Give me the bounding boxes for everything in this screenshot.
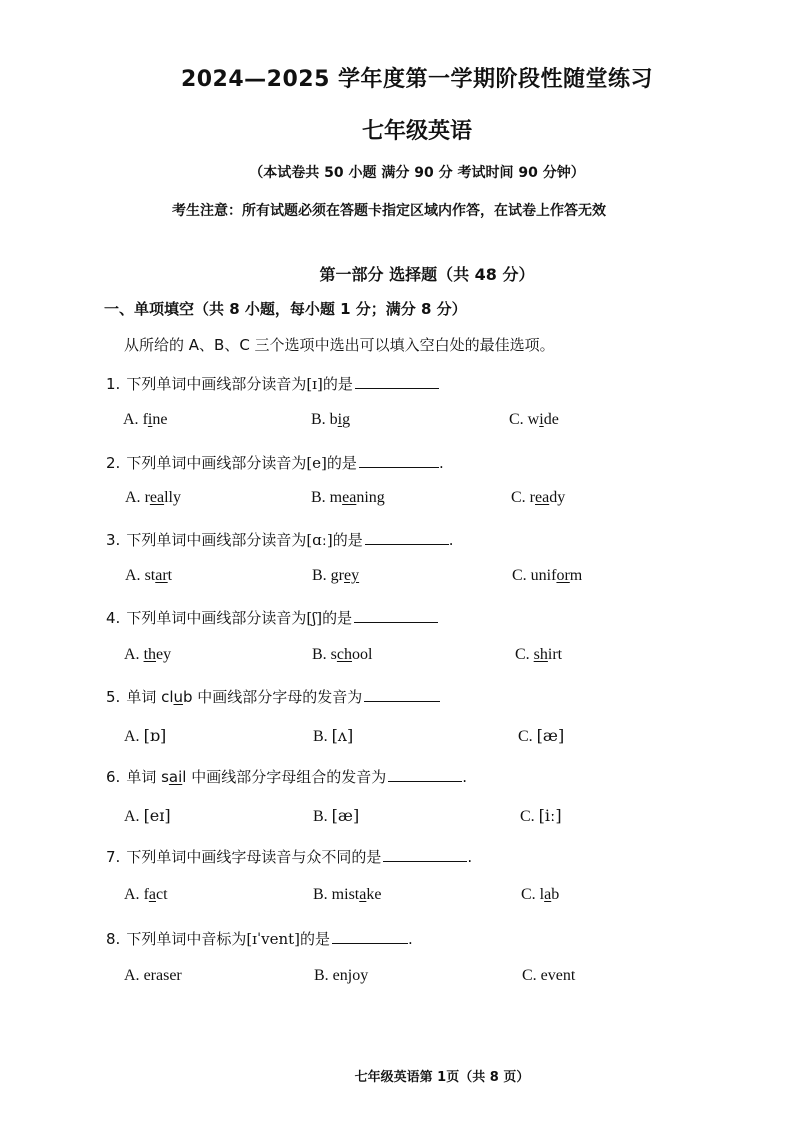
option-a[interactable] xyxy=(124,886,168,904)
option-b[interactable] xyxy=(311,411,350,429)
question-5 xyxy=(106,686,440,707)
question-8 xyxy=(106,928,413,949)
option-text: ool xyxy=(352,646,373,663)
question-1 xyxy=(106,373,439,394)
question-text: 的是 xyxy=(326,454,357,472)
underlined-letters: th xyxy=(143,646,157,663)
question-number: 5. xyxy=(106,688,121,706)
underlined-letters: a xyxy=(544,886,552,903)
question-7 xyxy=(106,846,472,867)
question-text: 单词 s xyxy=(126,768,169,786)
answer-blank[interactable] xyxy=(364,687,440,702)
option-text: irt xyxy=(547,646,563,663)
option-a[interactable] xyxy=(125,489,181,507)
option-text: enjoy xyxy=(332,967,369,984)
option-letter: B. xyxy=(311,489,330,506)
question-2 xyxy=(106,452,444,473)
option-text: m xyxy=(569,567,583,584)
option-letter: A. xyxy=(124,646,144,663)
question-3 xyxy=(106,529,454,550)
option-text: t xyxy=(167,567,173,584)
option-text: st xyxy=(144,567,156,584)
question-text: 的是 xyxy=(300,930,331,948)
underlined-letters: i xyxy=(539,411,544,428)
option-c[interactable] xyxy=(522,967,575,985)
question-end-mark: . xyxy=(448,531,454,549)
question-number: 6. xyxy=(106,768,121,786)
page-footer: 七年级英语第 1页（共 8 页） xyxy=(354,1070,530,1085)
option-letter: B. xyxy=(313,728,332,745)
option-a[interactable] xyxy=(124,726,166,746)
option-letter: A. xyxy=(125,567,145,584)
answer-blank[interactable] xyxy=(388,767,462,782)
underlined-letters: or xyxy=(556,567,570,584)
underlined-letters: i xyxy=(337,411,343,428)
underlined-letters: ey xyxy=(344,567,360,584)
option-letter: A. xyxy=(125,489,145,506)
option-text: s xyxy=(330,646,337,663)
option-letter: B. xyxy=(312,567,331,584)
option-letter: A. xyxy=(124,967,144,984)
option-text: ct xyxy=(156,886,168,903)
option-text: eraser xyxy=(143,967,182,984)
section-instruction: 从所给的 A、B、C 三个选项中选出可以填入空白处的最佳选项。 xyxy=(124,336,555,354)
option-text: [æ] xyxy=(331,806,360,825)
question-number: 1. xyxy=(106,375,121,393)
option-letter: B. xyxy=(312,646,331,663)
exam-info: （本试卷共 50 小题 满分 90 分 考试时间 90 分钟） xyxy=(249,165,585,181)
answer-blank[interactable] xyxy=(359,453,439,468)
option-text: lly xyxy=(164,489,181,506)
question-text: 下列单词中画线部分读音为 xyxy=(126,454,307,472)
option-text: b xyxy=(329,411,338,428)
option-letter: B. xyxy=(314,967,333,984)
phonetic-symbol: [ɪ] xyxy=(306,375,323,393)
underlined-letters: ai xyxy=(168,768,183,786)
option-letter: A. xyxy=(124,728,144,745)
option-c[interactable] xyxy=(511,489,565,507)
answer-blank[interactable] xyxy=(354,608,438,623)
option-c[interactable] xyxy=(518,726,564,746)
option-letter: C. xyxy=(522,967,541,984)
part-title: 第一部分 选择题（共 48 分） xyxy=(319,265,535,284)
underlined-letters: ea xyxy=(149,489,165,506)
question-end-mark: . xyxy=(467,848,473,866)
question-text: 下列单词中画线部分读音为 xyxy=(126,531,307,549)
question-number: 4. xyxy=(106,609,121,627)
option-letter: C. xyxy=(515,646,534,663)
question-text: b 中画线部分字母的发音为 xyxy=(183,688,363,706)
option-letter: C. xyxy=(520,808,539,825)
option-text: mist xyxy=(331,886,360,903)
option-b[interactable] xyxy=(311,489,385,507)
option-c[interactable] xyxy=(515,646,562,664)
option-text: de xyxy=(543,411,559,428)
option-text: ke xyxy=(366,886,382,903)
option-letter: C. xyxy=(518,728,537,745)
option-letter: A. xyxy=(124,886,144,903)
option-b[interactable] xyxy=(313,886,381,904)
exam-title: 2024—2025 学年度第一学期阶段性随堂练习 xyxy=(180,67,654,92)
option-text: f xyxy=(142,411,148,428)
option-letter: C. xyxy=(511,489,530,506)
phonetic-symbol: [ʃ] xyxy=(306,609,323,627)
option-c[interactable] xyxy=(512,567,582,585)
option-letter: B. xyxy=(313,808,332,825)
option-text: [iː] xyxy=(538,806,562,825)
section-title: 一、单项填空（共 8 小题，每小题 1 分；满分 8 分） xyxy=(104,300,467,318)
option-b[interactable] xyxy=(314,967,368,985)
question-6 xyxy=(106,766,467,787)
option-text: b xyxy=(551,886,560,903)
option-text: m xyxy=(329,489,343,506)
option-a[interactable] xyxy=(125,567,172,585)
option-text: r xyxy=(529,489,535,506)
underlined-letters: ar xyxy=(155,567,168,584)
underlined-letters: a xyxy=(148,886,156,903)
answer-blank[interactable] xyxy=(332,929,408,944)
option-text: event xyxy=(540,967,576,984)
option-text: w xyxy=(527,411,540,428)
option-c[interactable] xyxy=(521,886,559,904)
option-text: [ʌ] xyxy=(331,726,354,745)
question-text: l 中画线部分字母组合的发音为 xyxy=(182,768,387,786)
question-end-mark: . xyxy=(462,768,467,786)
option-text: l xyxy=(539,886,545,903)
phonetic-symbol: [e] xyxy=(306,454,327,472)
underlined-letters: ea xyxy=(342,489,357,506)
underlined-letters: ch xyxy=(336,646,353,663)
phonetic-symbol: [ɪˈvent] xyxy=(246,930,300,948)
option-text: ey xyxy=(156,646,172,663)
option-text: [ɒ] xyxy=(143,726,167,745)
answer-blank[interactable] xyxy=(365,530,449,545)
option-a[interactable] xyxy=(124,646,171,664)
option-letter: C. xyxy=(521,886,540,903)
option-a[interactable] xyxy=(123,411,167,429)
underlined-letters: a xyxy=(359,886,367,903)
option-text: unif xyxy=(530,567,557,584)
question-text: 单词 cl xyxy=(126,688,174,706)
option-letter: B. xyxy=(311,411,330,428)
option-letter: A. xyxy=(124,808,144,825)
option-text: ning xyxy=(356,489,385,506)
underlined-letters: u xyxy=(173,688,184,706)
question-number: 8. xyxy=(106,930,121,948)
question-number: 3. xyxy=(106,531,121,549)
option-text: r xyxy=(144,489,150,506)
question-number: 2. xyxy=(106,454,121,472)
option-letter: C. xyxy=(512,567,531,584)
option-letter: A. xyxy=(123,411,143,428)
option-a[interactable] xyxy=(124,806,171,826)
underlined-letters: sh xyxy=(533,646,548,663)
phonetic-symbol: [ɑː] xyxy=(306,531,333,549)
question-text: 的是 xyxy=(322,609,353,627)
question-text: 的是 xyxy=(322,375,353,393)
answer-blank[interactable] xyxy=(355,374,439,389)
option-text: [eɪ] xyxy=(143,806,171,825)
option-letter: B. xyxy=(313,886,332,903)
option-c[interactable] xyxy=(520,806,562,826)
option-text: [æ] xyxy=(536,726,565,745)
question-text: 下列单词中画线字母读音与众不同的是 xyxy=(126,848,382,866)
exam-subject: 七年级英语 xyxy=(361,119,472,144)
option-c[interactable] xyxy=(509,411,559,429)
question-text: 下列单词中音标为 xyxy=(126,930,247,948)
option-text: ne xyxy=(152,411,168,428)
option-letter: C. xyxy=(509,411,528,428)
option-text: gr xyxy=(330,567,344,584)
question-number: 7. xyxy=(106,848,121,866)
option-b[interactable] xyxy=(312,567,359,585)
option-text: g xyxy=(342,411,351,428)
underlined-letters: ea xyxy=(535,489,550,506)
option-b[interactable] xyxy=(313,726,353,746)
option-text: f xyxy=(143,886,149,903)
exam-notice: 考生注意：所有试题必须在答题卡指定区域内作答，在试卷上作答无效 xyxy=(172,203,606,219)
question-end-mark: . xyxy=(438,454,444,472)
question-end-mark: . xyxy=(408,930,413,948)
question-4 xyxy=(106,607,438,628)
option-b[interactable] xyxy=(313,806,359,826)
question-text: 下列单词中画线部分读音为 xyxy=(126,375,307,393)
question-text: 下列单词中画线部分读音为 xyxy=(126,609,307,627)
question-text: 的是 xyxy=(332,531,363,549)
option-text: dy xyxy=(549,489,566,506)
option-a[interactable] xyxy=(124,967,182,985)
answer-blank[interactable] xyxy=(383,847,467,862)
option-b[interactable] xyxy=(312,646,372,664)
underlined-letters: i xyxy=(147,411,153,428)
